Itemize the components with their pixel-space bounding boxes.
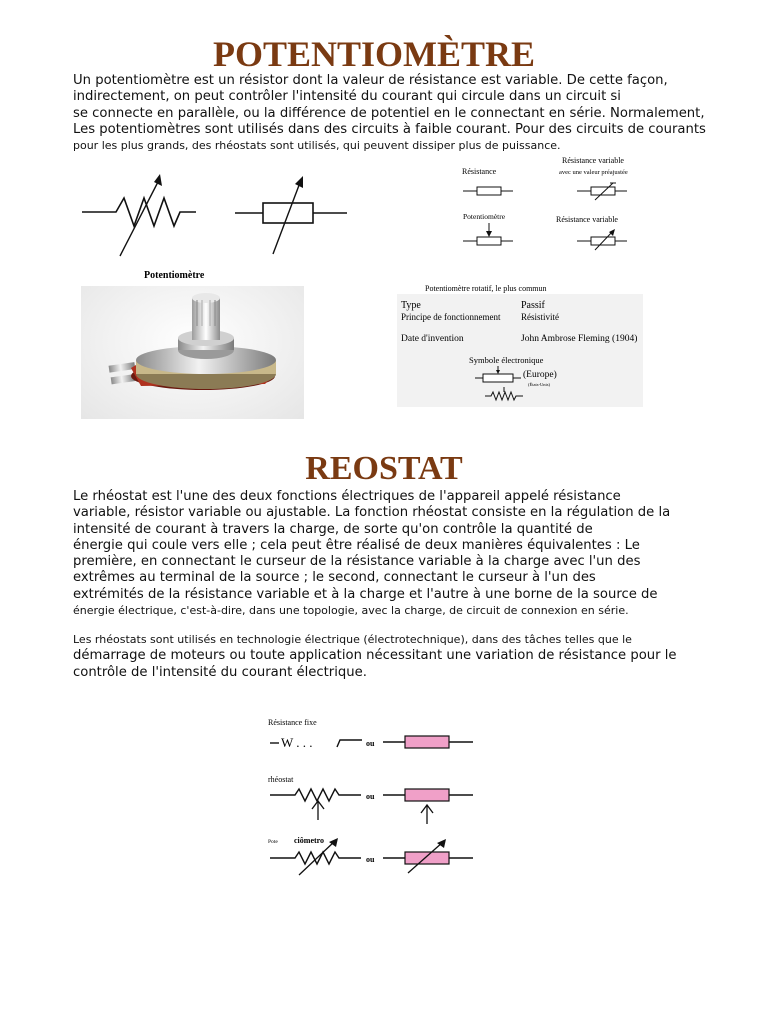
symbols-panel <box>455 150 660 258</box>
infobox-region: (Europe) <box>523 370 557 380</box>
text-line: démarrage de moteurs ou toute application nécessitant une variation de résistance pour le <box>73 648 677 664</box>
text-line: variable, résistor variable ou ajustable. La fonction rhéostat consiste en la régulation de la <box>73 505 671 521</box>
text-line: extrémités de la résistance variable et à la charge et l'autre à une borne de la source de <box>73 586 658 602</box>
potentiometer-photo <box>81 264 304 419</box>
infobox-value: John Ambrose Fleming (1904) <box>521 334 638 344</box>
infobox-region-small: (États-Unis) <box>528 382 550 387</box>
infobox-label: Type <box>401 300 421 311</box>
ou-label: ou <box>366 739 375 748</box>
pot-label: ciômetro <box>294 836 325 845</box>
text-line: contrôle de l'intensité du courant électrique. <box>73 664 367 680</box>
rheostat-paragraph <box>73 489 713 619</box>
page-title: POTENTIOMÈTRE <box>212 34 536 74</box>
ou-label: ou <box>366 792 375 801</box>
text-line: énergie qui coule vers elle ; cela peut être réalisé de deux manières équivalentes : Le <box>73 537 640 553</box>
rect-variable-resistor-symbol <box>235 170 350 260</box>
text-line: Les potentiomètres sont utilisés dans des circuits à faible courant. Pour des circuits de courants <box>73 121 706 137</box>
text-line: Un potentiomètre est un résistor dont la valeur de résistance est variable. De cette façon, <box>73 73 668 88</box>
variable-preset-label: Résistance variable <box>562 156 624 165</box>
pink-resistor <box>405 736 449 748</box>
ou-label: ou <box>366 855 375 864</box>
fixed-resistance-label: Résistance fixe <box>268 718 317 727</box>
infobox-value: Passif <box>521 300 545 311</box>
pink-resistor <box>405 852 449 864</box>
infobox-label: Principe de fonctionnement <box>401 312 501 322</box>
infobox-value: Résistivité <box>521 312 559 322</box>
text-line: intensité de courant à travers la charge, de sorte qu'on contrôle la quantité de <box>73 521 593 537</box>
zigzag-potentiometer-symbol <box>80 170 200 260</box>
infobox-header: Potentiomètre rotatif, le plus commun <box>425 284 547 293</box>
variable-preset-sub: avec une valeur préajustée <box>559 169 628 176</box>
infobox <box>397 281 643 407</box>
potentiometre-label: Potentiomètre <box>463 212 506 221</box>
text-line: se connecte en parallèle, ou la différence de potentiel en le connectant en série. Normalement, <box>73 105 705 121</box>
section-title: REOSTAT <box>305 450 463 487</box>
infobox-symbol-label: Symbole électronique <box>469 355 544 365</box>
variable-label: Résistance variable <box>556 215 618 224</box>
pink-resistor <box>405 789 449 801</box>
fixed-resistance-w: W . . . <box>281 735 313 750</box>
text-line: Les rhéostats sont utilisés en technologie électrique (électrotechnique), dans des tâches telles que le <box>73 633 632 646</box>
text-line: indirectement, on peut contrôler l'intensité du courant qui circule dans un circuit si <box>73 89 621 105</box>
text-line: première, en connectant le curseur de la résistance variable à la charge avec l'un des <box>73 554 641 570</box>
resistance-label: Résistance <box>462 167 497 176</box>
intro-paragraph <box>73 73 713 154</box>
text-line: extrêmes au terminal de la source ; le second, connectant le curseur à l'un des <box>73 570 596 586</box>
photo-caption: Potentiomètre <box>144 270 205 281</box>
pot-label-prefix: Pote <box>268 839 278 845</box>
rheostat-label: rhéostat <box>268 775 294 784</box>
text-line: Le rhéostat est l'une des deux fonctions électriques de l'appareil appelé résistance <box>73 489 621 504</box>
infobox-label: Date d'invention <box>401 334 464 344</box>
usage-paragraph <box>73 632 713 681</box>
text-line: pour les plus grands, des rhéostats sont utilisés, qui peuvent dissiper plus de puissance. <box>73 139 561 153</box>
resistor-symbols-diagram <box>265 712 480 882</box>
text-line: énergie électrique, c'est-à-dire, dans une topologie, avec la charge, de circuit de connexion en série. <box>73 604 629 618</box>
